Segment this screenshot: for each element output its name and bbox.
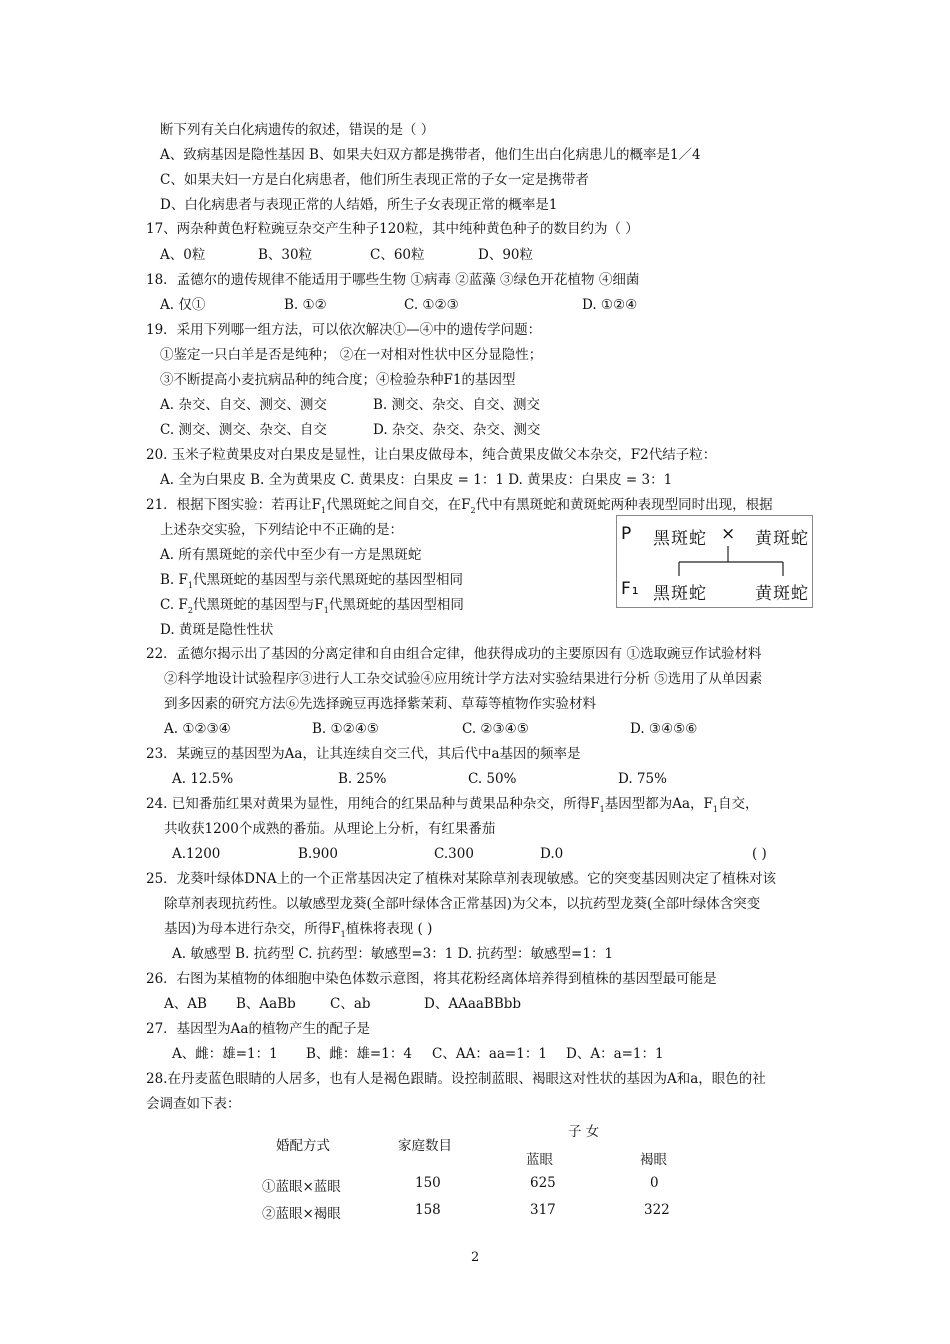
q21-line2: 上述杂交实验，下列结论中不正确的是： bbox=[160, 522, 403, 538]
q26-option-a: A、AB bbox=[164, 996, 207, 1012]
q20-stem: 20. 玉米子粒黄果皮对白果皮是显性，让白果皮做母本，纯合黄果皮做父本杂交，F2代结子粒： bbox=[146, 447, 717, 463]
q21-c-post: 代黑斑蛇的基因型相同 bbox=[328, 597, 464, 613]
q22-option-c: C. ②③④⑤ bbox=[462, 721, 529, 737]
q21-stem bbox=[146, 496, 773, 516]
q21-c-sub1: 1 bbox=[323, 606, 329, 615]
q25-l3-pre: 基因)为母本进行杂交，所得F bbox=[164, 921, 341, 937]
q21-option-b bbox=[160, 571, 463, 591]
table-row-2-marriage: ②蓝眼×褐眼 bbox=[262, 1206, 341, 1222]
q21-b-sub: 1 bbox=[187, 581, 193, 590]
diagram-p-black-snake: 黑斑蛇 bbox=[653, 529, 707, 549]
q19-option-a: A. 杂交、自交、测交、测交 bbox=[160, 397, 327, 413]
q25-sub: 1 bbox=[340, 930, 346, 939]
table-row-1-marriage: ①蓝眼×蓝眼 bbox=[262, 1179, 341, 1195]
q21-b-pre: B. F bbox=[160, 572, 188, 588]
q26-option-d: D、AAaaBBbb bbox=[424, 996, 522, 1012]
q19-stem: 19．采用下列哪一组方法，可以依次解决①—④中的遗传学问题： bbox=[146, 322, 542, 338]
q24-stem-post: 自交， bbox=[718, 796, 759, 812]
q18-option-a: A. 仅① bbox=[160, 297, 206, 313]
q21-stem-post: 代中有黑斑蛇和黄斑蛇两种表现型同时出现，根据 bbox=[475, 497, 773, 513]
q22-option-d: D. ③④⑤⑥ bbox=[630, 721, 698, 737]
q27-option-a: A、雌：雄=1：1 bbox=[172, 1046, 278, 1062]
q21-b-post: 代黑斑蛇的基因型与亲代黑斑蛇的基因型相同 bbox=[192, 572, 463, 588]
q19-line1: ①鉴定一只白羊是否是纯种； ②在一对相对性状中区分显隐性； bbox=[160, 347, 543, 363]
q22-option-b: B. ①②④⑤ bbox=[312, 721, 379, 737]
q25-options: A. 敏感型 B. 抗药型 C. 抗药型：敏感型=3：1 D. 抗药型：敏感型=1：1 bbox=[172, 946, 614, 962]
snake-cross-diagram bbox=[616, 515, 813, 608]
q21-option-c bbox=[160, 596, 464, 616]
q23-option-b: B. 25% bbox=[338, 771, 387, 787]
table-row-1-brown: 0 bbox=[650, 1175, 659, 1191]
q16-stem: 断下列有关白化病遗传的叙述，错误的是（ ） bbox=[160, 122, 435, 138]
q24-stem bbox=[146, 795, 759, 815]
table-row-1-families: 150 bbox=[415, 1175, 441, 1191]
q28-line2: 会调查如下表： bbox=[146, 1096, 241, 1112]
q24-line2: 共收获1200个成熟的番茄。从理论上分析，有红果番茄 bbox=[164, 821, 496, 837]
q19-line2: ③不断提高小麦抗病品种的纯合度；④检验杂种F1的基因型 bbox=[160, 372, 516, 388]
diagram-cross-symbol: × bbox=[721, 524, 737, 544]
q28-stem: 28.在丹麦蓝色眼睛的人居多，也有人是褐色跟睛。设控制蓝眼、褐眼这对性状的基因为A和a，眼色的社 bbox=[146, 1071, 766, 1087]
q27-option-d: D、A：a=1：1 bbox=[566, 1046, 664, 1062]
q24-option-d: D.0 bbox=[540, 846, 564, 862]
table-row-2-brown: 322 bbox=[644, 1202, 670, 1218]
q24-sub-a: 1 bbox=[599, 805, 605, 814]
diagram-p-label: P bbox=[621, 524, 633, 544]
q21-c-pre: C. F bbox=[160, 597, 188, 613]
q27-option-b: B、雌：雄=1：4 bbox=[306, 1046, 412, 1062]
table-header-marriage: 婚配方式 bbox=[276, 1138, 330, 1154]
q24-sub-b: 1 bbox=[712, 805, 718, 814]
q21-c-mid: 代黑斑蛇的基因型与F bbox=[192, 597, 324, 613]
q18-stem: 18．孟德尔的遗传规律不能适用于哪些生物 ①病毒 ②蓝藻 ③绿色开花植物 ④细菌 bbox=[146, 272, 640, 288]
q17-option-c: C、60粒 bbox=[370, 247, 425, 263]
q18-option-b: B. ①② bbox=[284, 297, 327, 313]
q19-option-d: D. 杂交、杂交、杂交、测交 bbox=[373, 422, 541, 438]
q22-stem: 22．孟德尔揭示出了基因的分离定律和自由组合定律，他获得成功的主要原因有 ①选取豌豆作试验材料 bbox=[146, 646, 762, 662]
q24-stem-pre: 24. 已知番茄红果对黄果为显性，用纯合的红果品种与黄果品种杂交，所得F bbox=[146, 796, 600, 812]
q21-option-a: A. 所有黑斑蛇的亲代中至少有一方是黑斑蛇 bbox=[160, 547, 422, 563]
table-header-blue: 蓝眼 bbox=[526, 1152, 553, 1168]
q18-option-c: C. ①②③ bbox=[404, 297, 459, 313]
table-header-brown: 褐眼 bbox=[640, 1152, 667, 1168]
diagram-f1-yellow-snake: 黄斑蛇 bbox=[755, 584, 809, 604]
q22-line3: 到多因素的研究方法⑥先选择豌豆再选择紫茉莉、草莓等植物作实验材料 bbox=[164, 696, 596, 712]
q24-option-b: B.900 bbox=[298, 846, 338, 862]
q23-option-a: A. 12.5% bbox=[172, 771, 234, 787]
q25-stem: 25．龙葵叶绿体DNA上的一个正常基因决定了植株对某除草剂表现敏感。它的突变基因则决定了植株对该 bbox=[146, 871, 777, 887]
q25-line3 bbox=[164, 920, 432, 940]
q25-l3-post: 植株将表现 ( ) bbox=[345, 921, 433, 937]
q17-option-b: B、30粒 bbox=[258, 247, 313, 263]
q27-option-c: C、AA：aa=1：1 bbox=[432, 1046, 547, 1062]
q26-stem: 26．右图为某植物的体细胞中染色体数示意图，将其花粉经离体培养得到植株的基因型最可能是 bbox=[146, 971, 717, 987]
q25-line2: 除草剂表现抗药性。以敏感型龙葵(全部叶绿体含正常基因)为父本，以抗药型龙葵(全部叶绿体含突变 bbox=[164, 896, 761, 912]
table-header-children: 子 女 bbox=[568, 1124, 600, 1140]
q20-options: A. 全为白果皮 B. 全为黄果皮 C. 黄果皮：白果皮 = 1：1 D. 黄果皮：白果皮 = 3：1 bbox=[160, 472, 673, 488]
q22-line2: ②科学地设计试验程序③进行人工杂交试验④应用统计学方法对实验结果进行分析 ⑤选用了从单因素 bbox=[164, 671, 763, 687]
q17-stem: 17、两杂种黄色籽粒豌豆杂交产生种子120粒，其中纯种黄色种子的数目约为（ ） bbox=[146, 221, 639, 237]
q26-option-b: B、AaBb bbox=[236, 996, 296, 1012]
q21-c-sub2: 2 bbox=[187, 606, 193, 615]
diagram-f1-black-snake: 黑斑蛇 bbox=[653, 584, 707, 604]
q21-stem-pre: 21．根据下图实验：若再让F bbox=[146, 497, 322, 513]
q17-option-a: A、0粒 bbox=[160, 247, 206, 263]
diagram-p-yellow-snake: 黄斑蛇 bbox=[755, 529, 809, 549]
q24-stem-mid: 基因型都为Aa，F bbox=[604, 796, 713, 812]
q17-option-d: D、90粒 bbox=[478, 247, 534, 263]
q21-stem-mid: 代黑斑蛇之间自交，在F bbox=[326, 497, 471, 513]
table-row-2-blue: 317 bbox=[530, 1202, 556, 1218]
q16-option-c: C、如果夫妇一方是白化病患者，他们所生表现正常的子女一定是携带者 bbox=[160, 172, 589, 188]
table-row-2-families: 158 bbox=[415, 1202, 441, 1218]
q27-stem: 27．基因型为Aa的植物产生的配子是 bbox=[146, 1021, 370, 1037]
q23-option-d: D. 75% bbox=[618, 771, 667, 787]
page-number: 2 bbox=[471, 1250, 480, 1265]
q23-stem: 23．某豌豆的基因型为Aa，让其连续自交三代，其后代中a基因的频率是 bbox=[146, 746, 581, 762]
q19-option-c: C. 测交、测交、杂交、自交 bbox=[160, 422, 327, 438]
q22-option-a: A. ①②③④ bbox=[164, 721, 231, 737]
q24-option-c: C.300 bbox=[434, 846, 474, 862]
q16-option-d: D、白化病患者与表现正常的人结婚，所生子女表现正常的概率是1 bbox=[160, 197, 558, 213]
q24-answer-paren: ( ) bbox=[752, 846, 767, 862]
q23-option-c: C. 50% bbox=[468, 771, 517, 787]
q21-option-d: D. 黄斑是隐性性状 bbox=[160, 622, 274, 638]
q24-option-a: A.1200 bbox=[172, 846, 221, 862]
q21-sub1: 1 bbox=[321, 506, 327, 515]
q21-sub2: 2 bbox=[470, 506, 476, 515]
q18-option-d: D. ①②④ bbox=[582, 297, 638, 313]
table-row-1-blue: 625 bbox=[530, 1175, 556, 1191]
table-header-families: 家庭数目 bbox=[398, 1138, 452, 1154]
q26-option-c: C、ab bbox=[330, 996, 371, 1012]
q16-option-ab: A、致病基因是隐性基因 B、如果夫妇双方都是携带者，他们生出白化病患儿的概率是1／4 bbox=[160, 147, 701, 163]
diagram-f1-label: F₁ bbox=[621, 579, 640, 599]
q19-option-b: B. 测交、杂交、自交、测交 bbox=[373, 397, 541, 413]
